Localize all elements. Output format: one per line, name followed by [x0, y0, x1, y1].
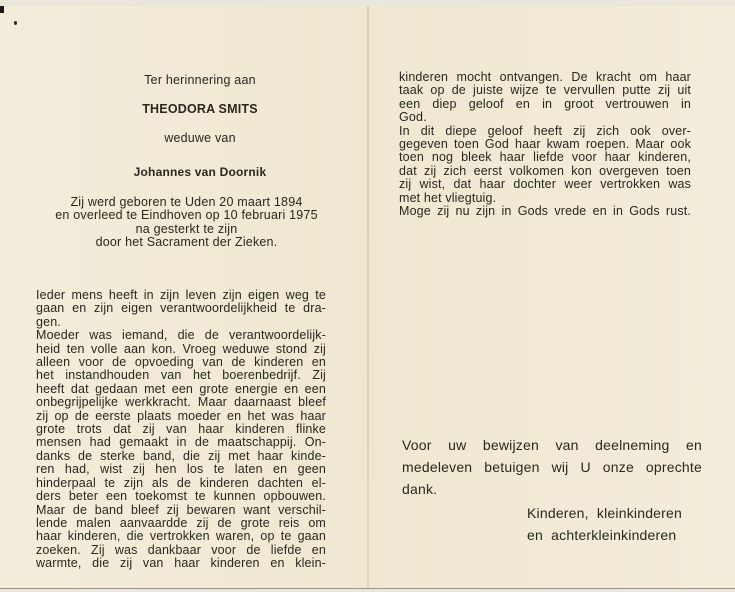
- text-line: grote trots dat zij van haar kinderen flinke: [36, 422, 326, 437]
- text-line: gaan en zijn eigen verantwoordelijkheid te dra-: [36, 301, 326, 316]
- text-line: zij wist, dat haar dochter weer vertrokken was: [399, 177, 691, 192]
- thanks-line: Voor uw bewijzen van deelneming en: [402, 437, 702, 453]
- text-line: Ieder mens heeft in zijn leven zijn eigen weg te: [36, 288, 326, 302]
- ink-dot: [14, 21, 17, 25]
- text-line: haar kinderen, die vertrokken waren, op te gaan: [36, 529, 326, 544]
- text-line: gegeven toen God haar kwam roepen. Maar ook: [399, 137, 691, 152]
- signature-line: Kinderen, kleinkinderen: [527, 505, 683, 521]
- text-line: warmte, die zij van haar kinderen en klein-: [36, 556, 326, 571]
- family-signature: [527, 502, 682, 546]
- tribute-paragraph-left: [36, 289, 326, 571]
- text-line: Maar de band bleef zij bewaren want verschil-: [36, 502, 326, 517]
- text-line: hinderpaal te zijn als de kinderen dachten el-: [36, 475, 326, 490]
- text-line: dat zij zich eerst volkomen kon overgeven toen: [399, 163, 691, 178]
- text-line: met het vliegtuig.: [399, 190, 497, 205]
- text-line: zij op de eerste plaats moeder en het was haar: [36, 408, 326, 423]
- text-line: het instandhouden van het boerenbedrijf. Zij: [36, 368, 326, 383]
- text-line: God.: [399, 110, 427, 125]
- text-line: heid ten volle aan kon. Vroeg weduwe stond zij: [36, 341, 326, 356]
- thanks-line: medeleven betuigen wij U onze oprechte: [402, 459, 702, 475]
- text-line: ren had, wist zij hen los te laten en geen: [36, 462, 326, 477]
- life-line: Zij werd geboren te Uden 20 maart 1894: [70, 195, 303, 209]
- text-line: Moge zij nu zijn in Gods vrede en in Gods rust.: [399, 204, 691, 219]
- thanks-line: dank.: [402, 481, 438, 497]
- life-line: na gesterkt te zijn: [135, 221, 238, 236]
- husband-name: Johannes van Doornik: [133, 165, 267, 179]
- text-line: toen nog bleek haar liefde voor haar kinderen,: [399, 150, 691, 165]
- text-line: heeft dat gedaan met een grote energie en een: [36, 381, 326, 396]
- deceased-name: THEODORA SMITS: [142, 102, 258, 116]
- text-line: alleen voor de opvoeding van de kinderen en: [36, 355, 326, 370]
- text-line: lende malen aanvaardde zij de grote reis om: [36, 515, 326, 530]
- life-details: [0, 196, 373, 250]
- text-line: Moeder was iemand, die de verantwoordelijk-: [36, 328, 326, 343]
- text-line: kinderen mocht ontvangen. De kracht om haar: [399, 70, 691, 84]
- card-fold-line: [367, 6, 369, 588]
- life-line: door het Sacrament der Zieken.: [95, 235, 278, 250]
- memorial-heading: Ter herinnering aan: [144, 73, 256, 87]
- thanks-message: [402, 434, 702, 500]
- tribute-paragraph-right: [399, 71, 691, 218]
- text-line: onbegrijpelijke werkkracht. Maar daarnaast bleef: [36, 395, 326, 410]
- text-line: zoeken. Zij was dankbaar voor de liefde en: [36, 542, 326, 557]
- signature-line: en achterkleinkinderen: [527, 527, 677, 543]
- widow-of-label: weduwe van: [164, 131, 236, 145]
- text-line: gen.: [36, 314, 61, 329]
- text-line: mensen had gemaakt in de maatschappij. On-: [36, 435, 326, 450]
- scan-corner-mark: [0, 6, 4, 13]
- memorial-card: [0, 6, 735, 589]
- text-line: een diep geloof en in groot vertrouwen in: [399, 96, 691, 111]
- text-line: In dit diepe geloof heeft zij zich ook over-: [399, 123, 691, 138]
- text-line: danks de sterke band, die zij met haar kinde-: [36, 448, 326, 463]
- life-line: en overleed te Eindhoven op 10 februari 1975: [55, 208, 318, 223]
- text-line: taak op de juiste wijze te vervullen putte zij uit: [399, 83, 691, 98]
- text-line: ders beter een toekomst te kunnen opbouwen.: [36, 489, 326, 504]
